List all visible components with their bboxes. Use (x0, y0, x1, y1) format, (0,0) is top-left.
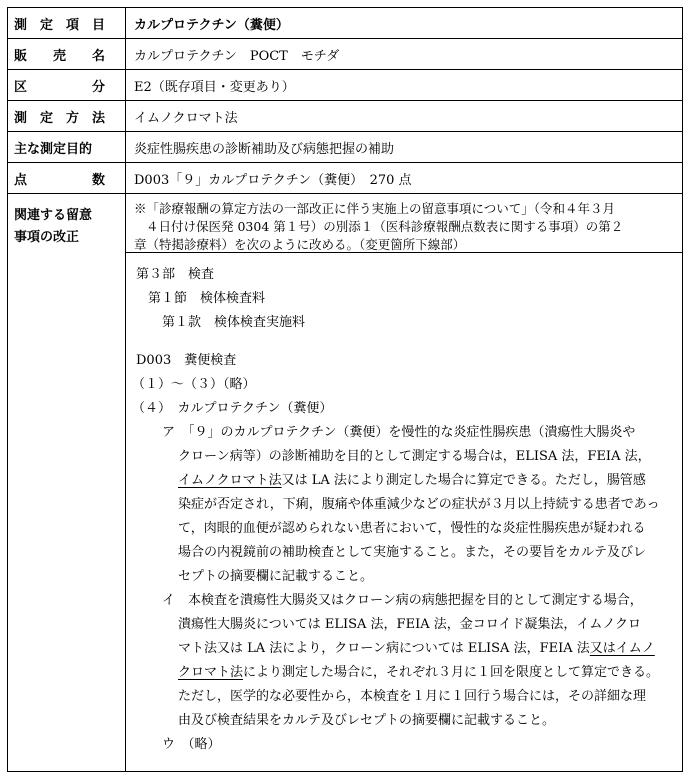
notes-head-line2: ４日付け保医発 0304 第１号）の別添１（医科診療報酬点数表に関する事項）の第２ (146, 219, 624, 234)
para-i-line4-rest: により測定した場合に，それぞれ３月に１回を限度として算定できる。 (243, 665, 660, 680)
para-a-line1: ア 「９」のカルプロテクチン（糞便）を慢性的な炎症性腸疾患（潰瘍性大腸炎や (162, 425, 636, 440)
value-points: D003「９」カルプロテクチン（糞便） 270 点 (134, 172, 412, 188)
para-i-line6: 由及び検査結果をカルテ及びレセプトの摘要欄に記載すること。 (178, 713, 556, 728)
section-title: 第３部 検査 (136, 267, 215, 282)
row-product-name (8, 39, 682, 70)
value-purpose: 炎症性腸疾患の診断補助及び病態把握の補助 (134, 141, 395, 157)
subsection-title: 第１節 検体検査料 (148, 291, 266, 306)
para-u: ウ （略） (162, 737, 221, 752)
para-a-line7: セプトの摘要欄に記載すること。 (178, 569, 374, 584)
notes-head-line3: 章（特掲診療料）を次のように改める。（変更箇所下線部） (134, 237, 466, 252)
para-a-line6: 場合の内視鏡前の補助検査として実施すること。また，その要旨をカルテ及びレ (178, 545, 647, 560)
value-product-name: カルプロテクチン POCT モチダ (134, 48, 340, 64)
sub-item-4: （４） カルプロテクチン（糞便） (132, 401, 333, 416)
label-test-item: 測 定 項 目 (8, 8, 126, 38)
row-purpose (8, 132, 682, 163)
para-i-line4 (178, 661, 659, 680)
label-points: 点 数 (8, 163, 126, 193)
notes-label-line2: 事項の改正 (14, 230, 80, 245)
document-table (7, 7, 683, 772)
omitted-items: （１）～（３）（略） (132, 377, 256, 392)
item-title: 第１款 検体検査実施料 (162, 315, 306, 330)
para-i-line2: 潰瘍性大腸炎については ELISA 法，FEIA 法，金コロイド凝集法，イムノクロ (178, 617, 641, 632)
row-points (8, 163, 682, 194)
para-i-line1: イ 本検査を潰瘍性大腸炎又はクローン病の病態把握を目的として測定する場合， (162, 593, 643, 608)
label-product-name: 販 売 名 (8, 39, 126, 69)
para-i-underline2: クロマト法 (178, 665, 244, 680)
value-test-item: カルプロテクチン（糞便） (134, 17, 289, 33)
notes-label (8, 194, 126, 771)
para-i-line3-text: マト法又は LA 法により，クローン病については ELISA 法，FEIA 法 (178, 641, 590, 656)
row-method (8, 101, 682, 132)
value-method: イムノクロマト法 (134, 110, 238, 126)
row-category (8, 70, 682, 101)
code-title: D003 糞便検査 (136, 353, 237, 368)
notes-label-line1: 関連する留意 (14, 208, 93, 223)
row-test-item (8, 8, 682, 39)
para-a-line4: 染症が否定され，下痢，腹痛や体重減少などの症状が３月以上持続する患者であっ (178, 497, 660, 512)
para-i-line3 (178, 637, 655, 656)
label-method: 測 定 方 法 (8, 101, 126, 131)
value-category: E2（既存項目・変更あり） (134, 79, 295, 95)
notes-header (126, 194, 682, 253)
para-i-line5: ただし，医学的な必要性から，本検査を１月に１回行う場合には，その詳細な理 (178, 689, 647, 704)
para-a-line3 (178, 469, 646, 488)
notes-section (8, 194, 682, 771)
notes-head-line1: ※「診療報酬の算定方法の一部改正に伴う実施上の留意事項について」（令和４年３月 (134, 201, 616, 216)
para-a-line5: て，肉眼的血便が認められない患者において，慢性的な炎症性腸疾患が疑われる (178, 521, 646, 536)
para-a-line3-rest: 又は LA 法により測定した場合に算定できる。ただし，腸管感 (281, 473, 646, 488)
para-i-underline1: 又はイムノ (589, 641, 655, 656)
label-purpose: 主な測定目的 (8, 132, 126, 162)
para-a-underline: イムノクロマト法 (178, 473, 282, 488)
para-a-line2: クローン病等）の診断補助を目的として測定する場合は，ELISA 法，FEIA 法， (178, 449, 651, 464)
label-category: 区 分 (8, 70, 126, 100)
